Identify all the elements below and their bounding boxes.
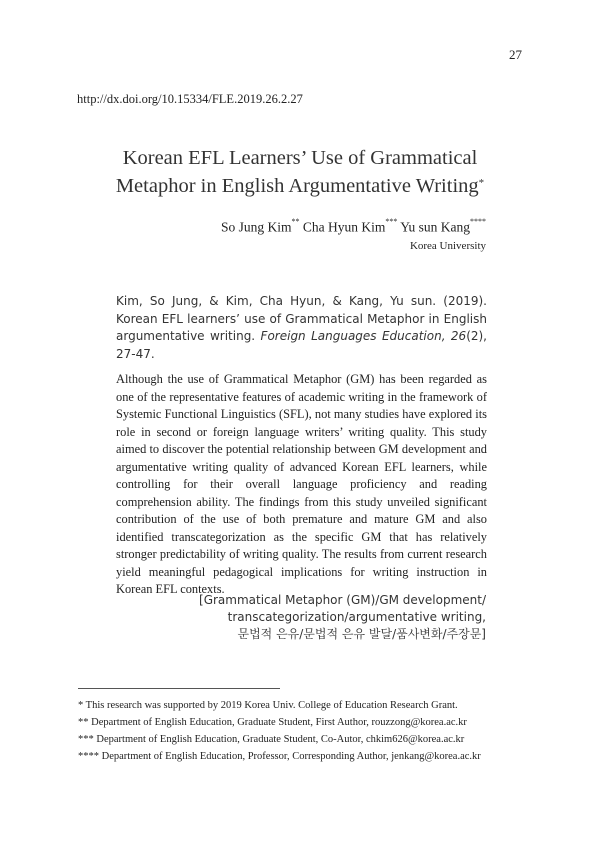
keywords-block: [186, 592, 486, 643]
footnote: ** Department of English Education, Graduate Student, First Author, rouzzong@korea.ac.kr: [78, 717, 467, 728]
citation-pages: 27-47.: [116, 346, 155, 361]
title-line-2: Metaphor in English Argumentative Writing: [115, 175, 479, 197]
keywords-line: [Grammatical Metaphor (GM)/GM development/: [199, 593, 486, 607]
author-list: [221, 219, 486, 236]
author-name: So Jung Kim: [220, 219, 292, 235]
footnote: *** Department of English Education, Graduate Student, Co-Autor, chkim626@korea.ac.kr: [78, 734, 465, 745]
keywords-line: 문법적 은유/문법적 은유 발달/품사변화/주장문]: [237, 627, 486, 641]
paper-title: [60, 144, 540, 200]
author-name: Yu sun Kang: [400, 219, 470, 235]
footnotes: [78, 697, 538, 765]
citation-block: [116, 293, 487, 363]
page-number: 27: [509, 47, 522, 62]
footnote: **** Department of English Education, Professor, Corresponding Author, jenkang@korea.ac.kr: [78, 751, 481, 762]
keywords-line: transcategorization/argumentative writing,: [227, 610, 486, 624]
citation-text: Kim, So Jung, & Kim, Cha Hyun, & Kang, Yu sun. (2019). Korean EFL learners’ use of Grammatical Metaphor in English argumentative writing.: [116, 294, 487, 343]
abstract: Although the use of Grammatical Metaphor (GM) has been regarded as one of the representative features of academic writing in the framework of Systemic Functional Linguistics (SFL), not many studies have explored its role in second or foreign language writers’ writing quality. This study aimed to discover the potential relationship between GM development and argumentative writing quality of advanced Korean EFL learners, while controlling for their overall language proficiency and reading comprehension ability. The findings from this study unveiled significant contribution of the use of both premature and mature GM and also identified transcategorization as the specific GM that has relatively stronger predictability of writing quality. The results from current research yield meaningful pedagogical implications for writing instruction in Korean EFL contexts.: [116, 372, 487, 596]
title-footnote-mark: *: [478, 177, 485, 189]
journal-name: Foreign Languages Education, 26: [260, 329, 467, 343]
doi-link[interactable]: http://dx.doi.org/10.15334/FLE.2019.26.2.27: [77, 92, 303, 106]
author-name: Cha Hyun Kim: [302, 219, 386, 235]
footnote: * This research was supported by 2019 Korea Univ. College of Education Research Grant.: [78, 700, 458, 711]
citation-issue: (2),: [466, 329, 487, 343]
affiliation: Korea University: [409, 240, 486, 252]
footnote-divider: [78, 688, 280, 689]
author-mark: ****: [470, 217, 486, 226]
author-mark: **: [291, 217, 300, 226]
title-line-1: Korean EFL Learners’ Use of Grammatical: [122, 147, 478, 169]
author-mark: ***: [385, 217, 398, 226]
